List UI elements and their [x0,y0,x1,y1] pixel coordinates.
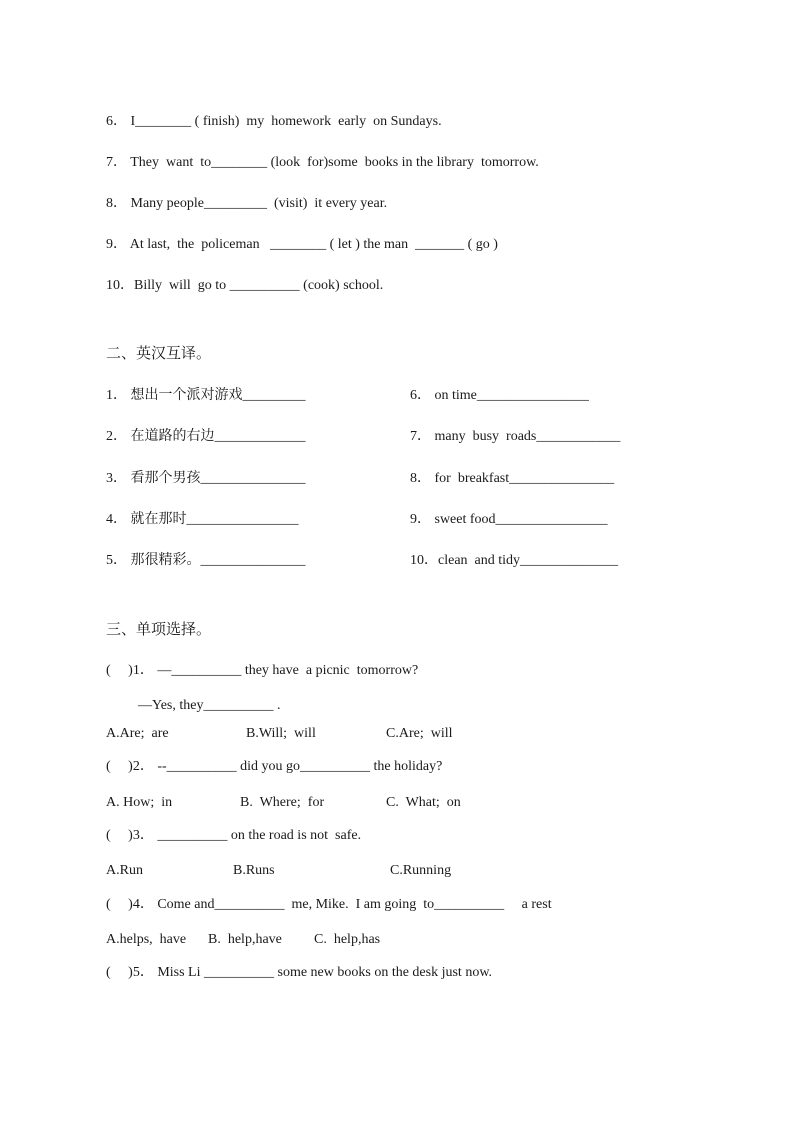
choice-3-option-a: A.Run [106,863,143,878]
choice-4-option-a: A.helps, have [106,932,187,947]
translation-item-1: 1． 想出一个派对游戏_________ [106,388,306,403]
translation-item-9: 9． sweet food________________ [410,512,608,527]
choice-2-option-b: B. Where; for [240,795,325,810]
translation-item-2: 2． 在道路的右边_____________ [106,429,306,444]
choice-question-1-reply: —Yes, they__________ . [138,698,281,713]
translation-item-8: 8． for breakfast_______________ [410,471,615,486]
choice-question-5: ( )5． Miss Li __________ some new books on the desk just now. [106,965,493,980]
question-9: 9． At last, the policeman ________ ( let ) the man _______ ( go ) [106,237,498,252]
translation-item-7: 7． many busy roads____________ [410,429,621,444]
section-2-title: 二、英汉互译。 [106,346,212,362]
choice-3-option-c: C.Running [390,863,452,878]
choice-4-option-c: C. help,has [314,932,381,947]
section-3-title: 三、单项选择。 [106,622,212,638]
translation-item-6: 6． on time________________ [410,388,589,403]
question-10: 10．Billy will go to __________ (cook) school. [106,278,384,293]
choice-question-1: ( )1． —__________ they have a picnic tomorrow? [106,663,419,678]
choice-1-option-b: B.Will; will [246,726,316,741]
translation-item-5: 5． 那很精彩。_______________ [106,553,306,568]
question-8: 8． Many people_________ (visit) it every year. [106,196,388,211]
choice-2-option-c: C. What; on [386,795,461,810]
choice-question-2: ( )2． --__________ did you go__________ the holiday? [106,759,443,774]
choice-question-3: ( )3． __________ on the road is not safe. [106,828,362,843]
choice-question-4: ( )4． Come and__________ me, Mike. I am going to__________ a rest [106,897,552,912]
question-7: 7． They want to________ (look for)some books in the library tomorrow. [106,155,539,170]
translation-item-10: 10．clean and tidy______________ [410,553,619,568]
choice-2-option-a: A. How; in [106,795,173,810]
choice-3-option-b: B.Runs [233,863,275,878]
translation-item-3: 3． 看那个男孩_______________ [106,471,306,486]
translation-item-4: 4． 就在那时________________ [106,512,299,527]
choice-1-option-a: A.Are; are [106,726,169,741]
choice-1-option-c: C.Are; will [386,726,453,741]
choice-4-option-b: B. help,have [208,932,282,947]
question-6: 6． I________ ( finish) my homework early on Sundays. [106,114,442,129]
